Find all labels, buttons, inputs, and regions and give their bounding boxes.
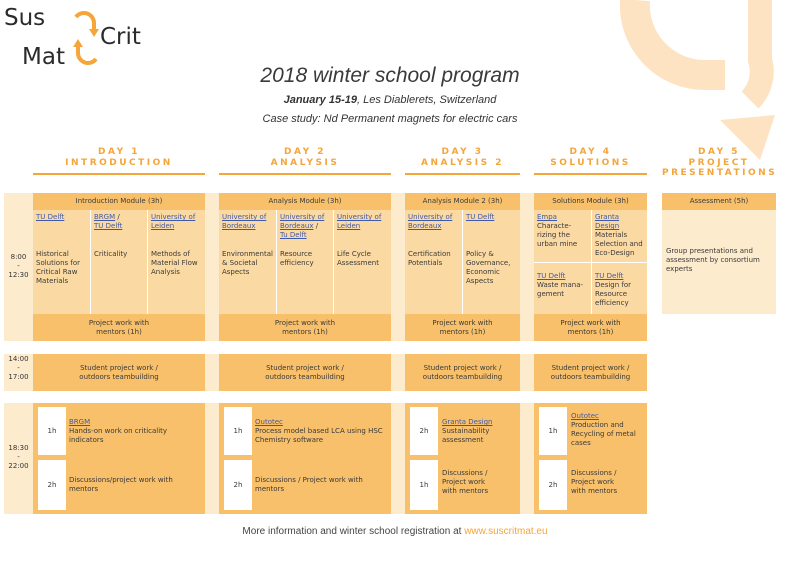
- evening-session: [571, 412, 645, 448]
- duration-box: 2h: [410, 407, 438, 455]
- org-link[interactable]: TU Delft: [466, 213, 495, 221]
- afternoon-d1: Student project work / outdoors teambuilding: [33, 354, 205, 391]
- module-header-day3: Analysis Module 2 (3h): [405, 193, 520, 210]
- time-start: 8:00: [10, 253, 27, 261]
- day-header-5: [662, 147, 776, 178]
- session-d2-environmental: [219, 210, 276, 314]
- session-title: Life Cycle Assessment: [337, 250, 379, 267]
- org-link[interactable]: Outotec: [571, 412, 599, 420]
- evening-d3: [405, 403, 520, 514]
- org-link[interactable]: University of Leiden: [337, 213, 382, 230]
- session-title: Sustainability assessment: [442, 427, 490, 444]
- day-label: DAY 2: [284, 147, 326, 157]
- time-end: 22:00: [8, 462, 29, 470]
- afternoon-d4: Student project work / outdoors teambuilding: [534, 354, 647, 391]
- time-start: 14:00: [8, 355, 29, 363]
- time-sep: -: [17, 262, 20, 270]
- org-link[interactable]: BRGM: [69, 418, 91, 426]
- org-link[interactable]: Outotec: [255, 418, 283, 426]
- org-link[interactable]: TU Delft: [537, 272, 566, 280]
- session-d1-historical: [33, 210, 90, 314]
- org-link[interactable]: BRGM: [94, 213, 116, 221]
- session-title: Environmental & Societal Aspects: [222, 250, 273, 276]
- day-label: DAY 3: [441, 147, 484, 157]
- org-link[interactable]: Granta Design: [442, 418, 493, 426]
- footer: [0, 526, 790, 537]
- session-d4-eco-design: [591, 210, 647, 262]
- evening-session: Discussions / Project work with mentors: [255, 476, 363, 493]
- session-d3-policy: [462, 210, 520, 314]
- org-link[interactable]: University of Bordeaux: [408, 213, 453, 230]
- org-link[interactable]: Tu Delft: [280, 231, 307, 239]
- day-underline: [219, 173, 391, 175]
- session-title: Policy & Governance, Economic Aspects: [466, 250, 511, 285]
- session-d5-presentations: [662, 210, 776, 314]
- logo-mat: Mat: [22, 44, 65, 70]
- project-work-d2: Project work with mentors (1h): [219, 314, 391, 341]
- session-title: Waste mana-gement: [537, 281, 584, 298]
- org-sep: /: [313, 222, 319, 230]
- session-d1-criticality: [90, 210, 147, 314]
- day-header-4: [534, 147, 647, 175]
- day-underline: [405, 173, 520, 175]
- duration-box: 1h: [410, 460, 438, 510]
- org-link[interactable]: University of Bordeaux: [280, 213, 325, 230]
- session-title: Design for Resource efficiency: [595, 281, 632, 307]
- session-title: Production and Recycling of metal cases: [571, 421, 636, 447]
- session-d2-lca: [333, 210, 391, 314]
- module-header-day1: Introduction Module (3h): [33, 193, 205, 210]
- org-link[interactable]: Empa: [537, 213, 557, 221]
- afternoon-d3: Student project work / outdoors teambuilding: [405, 354, 520, 391]
- day-name: ANALYSIS 2: [420, 158, 505, 168]
- time-end: 17:00: [8, 373, 29, 381]
- org-link[interactable]: Granta Design: [595, 213, 620, 230]
- duration-box: 2h: [224, 460, 252, 510]
- evening-session: [69, 418, 199, 445]
- logo: [2, 4, 162, 72]
- duration-box: 2h: [539, 460, 567, 510]
- session-title: Methods of Material Flow Analysis: [151, 250, 198, 276]
- session-d4-waste: [534, 262, 591, 314]
- org-link[interactable]: TU Delft: [595, 272, 624, 280]
- session-d2-resource: [276, 210, 333, 314]
- morning-time: [4, 253, 33, 280]
- case-study: Case study: Nd Permanent magnets for electric cars: [262, 113, 518, 125]
- session-d3-certification: [405, 210, 462, 314]
- logo-sus: Sus: [4, 5, 46, 31]
- duration-box: 1h: [539, 407, 567, 455]
- logo-arrows-icon: [72, 9, 100, 67]
- day-underline: [33, 173, 205, 175]
- event-dates: January 15-19: [283, 94, 357, 106]
- evening-time: [4, 444, 33, 471]
- session-title: Materials Selection and Eco-Design: [595, 231, 643, 257]
- org-link[interactable]: TU Delft: [36, 213, 65, 221]
- session-title: Resource efficiency: [280, 250, 314, 267]
- org-link[interactable]: University of Leiden: [151, 213, 196, 230]
- day-underline: [534, 173, 647, 175]
- project-work-d4: Project work with mentors (1h): [534, 314, 647, 341]
- day-label: DAY 5: [698, 147, 740, 157]
- evening-session: Discussions / Project work with mentors: [442, 469, 489, 495]
- time-start: 18:30: [8, 444, 29, 452]
- module-header-day4: Solutions Module (3h): [534, 193, 647, 210]
- footer-link[interactable]: www.suscritmat.eu: [464, 526, 548, 537]
- project-work-d3: Project work with mentors (1h): [405, 314, 520, 341]
- day-name: INTRODUCTION: [65, 158, 173, 168]
- session-d4-design: [591, 262, 647, 314]
- session-title: Hands-on work on criticality indicators: [69, 427, 168, 444]
- session-title: Characte-rizing the urban mine: [537, 222, 578, 248]
- time-sep: -: [17, 453, 20, 461]
- day-header-1: [33, 147, 205, 175]
- afternoon-time: [4, 355, 33, 382]
- day-label: DAY 1: [98, 147, 140, 157]
- org-link[interactable]: University of Bordeaux: [222, 213, 267, 230]
- day-header-3: [405, 147, 520, 175]
- session-title: Criticality: [94, 250, 128, 258]
- session-d1-mfa: [147, 210, 205, 314]
- session-title: Certification Potentials: [408, 250, 451, 267]
- day-header-2: [219, 147, 391, 175]
- day-name: PROJECT PRESENTATIONS: [662, 158, 778, 178]
- duration-box: 2h: [38, 460, 66, 510]
- evening-d4: [534, 403, 647, 514]
- duration-box: 1h: [224, 407, 252, 455]
- day-name: SOLUTIONS: [550, 158, 631, 168]
- time-end: 12:30: [8, 271, 29, 279]
- footer-text: More information and winter school registration at: [242, 526, 465, 537]
- day-name: ANALYSIS: [270, 158, 340, 168]
- evening-session: Discussions/project work with mentors: [69, 476, 173, 493]
- session-title: Process model based LCA using HSC Chemistry software: [255, 427, 383, 444]
- session-d4-urban-mine: [534, 210, 591, 262]
- event-location: , Les Diablerets, Switzerland: [356, 94, 497, 106]
- evening-d1: [33, 403, 205, 514]
- day-label: DAY 4: [569, 147, 612, 157]
- evening-session: [442, 418, 517, 445]
- session-title: Group presentations and assessment by consortium experts: [666, 247, 760, 273]
- org-sep: /: [115, 213, 120, 221]
- logo-crit: Crit: [100, 24, 141, 50]
- project-work-d1: Project work with mentors (1h): [33, 314, 205, 341]
- session-title: Historical Solutions for Critical Raw Materials: [36, 250, 81, 285]
- module-header-day5: Assessment (5h): [662, 193, 776, 210]
- time-sep: -: [17, 364, 20, 372]
- org-link[interactable]: TU Delft: [94, 222, 123, 230]
- module-header-day2: Analysis Module (3h): [219, 193, 391, 210]
- afternoon-d2: Student project work / outdoors teambuilding: [219, 354, 391, 391]
- evening-session: [255, 418, 387, 445]
- page-title: 2018 winter school program: [260, 64, 520, 87]
- evening-d2: [219, 403, 391, 514]
- duration-box: 1h: [38, 407, 66, 455]
- event-dates-location: [0, 94, 780, 106]
- evening-session: Discussions / Project work with mentors: [571, 469, 618, 495]
